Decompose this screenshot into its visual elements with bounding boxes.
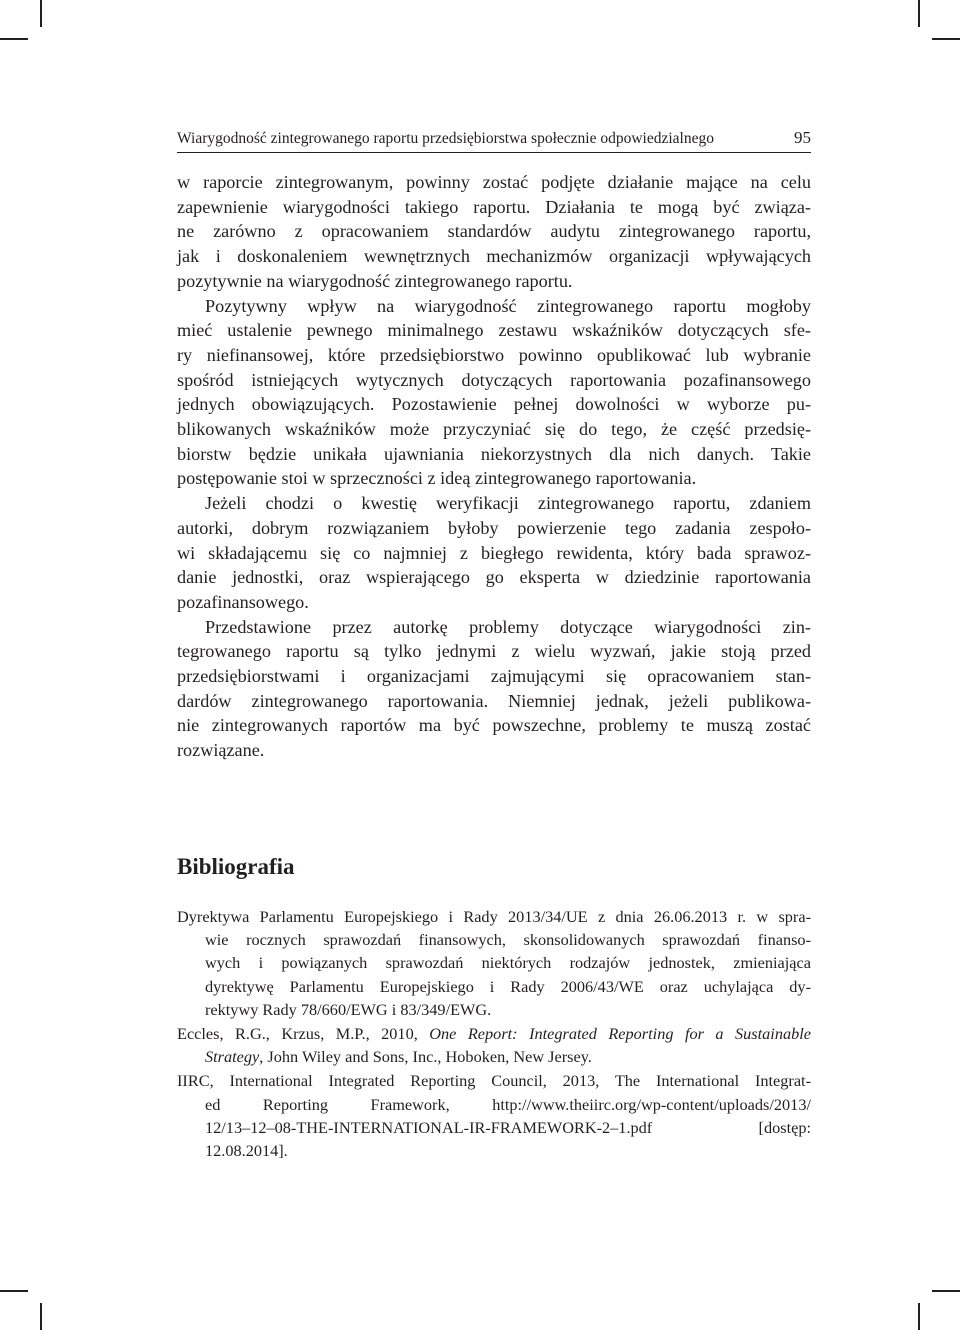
- text-line: Przedstawione przez autorkę problemy dotyczące wiarygodności zin-: [205, 616, 811, 637]
- paragraph: [177, 491, 811, 615]
- text-line: [177, 1022, 811, 1045]
- text-line: zapewnienie wiarygodności takiego raportu. Działania te mogą być związa-: [177, 196, 811, 217]
- crop-mark: [918, 0, 920, 27]
- text-line: wi składającemu się co najmniej z biegłego rewidenta, który bada sprawoz-: [177, 542, 811, 563]
- text-line: danie jednostki, oraz wspierającego go eksperta w dziedzinie raportowania: [177, 567, 811, 588]
- text-line: blikowanych wskaźników może przyczyniać się do tego, że część przedsię-: [177, 419, 811, 440]
- crop-mark: [932, 1290, 960, 1292]
- text-line: mieć ustalenie pewnego minimalnego zestawu wskaźników dotyczących sfe-: [177, 320, 811, 341]
- text-line: pozytywnie na wiarygodność zintegrowanego raportu.: [177, 270, 573, 291]
- reference-authors: Eccles, R.G., Krzus, M.P., 2010,: [177, 1024, 430, 1044]
- paragraph: [177, 294, 811, 492]
- text-line: Dyrektywa Parlamentu Europejskiego i Rady 2013/34/UE z dnia 26.06.2013 r. w spra-: [177, 907, 811, 926]
- text-line: w raporcie zintegrowanym, powinny zostać podjęte działanie mające na celu: [177, 172, 811, 192]
- text-line: 12.08.2014].: [205, 1141, 288, 1161]
- bibliography-entry: [177, 905, 811, 1021]
- crop-mark: [0, 1290, 28, 1292]
- text-line: rektywy Rady 78/660/EWG i 83/349/EWG.: [205, 999, 492, 1019]
- text-line: IIRC, International Integrated Reporting Council, 2013, The International Integrat-: [177, 1071, 811, 1091]
- text-line: autorki, dobrym rozwiązaniem byłoby powierzenie tego zadania zespoło-: [177, 517, 811, 538]
- text-line: nie zintegrowanych raportów ma być powszechne, problemy te muszą zostać: [177, 715, 811, 736]
- text-line: przedsiębiorstwami i organizacjami zajmującymi się opracowaniem stan-: [177, 666, 811, 687]
- reference-title: Strategy: [205, 1047, 260, 1067]
- reference-publisher: , John Wiley and Sons, Inc., Hoboken, New Jersey.: [259, 1047, 592, 1067]
- bibliography-entry: [177, 1022, 811, 1068]
- text-line: 12/13–12–08-THE-INTERNATIONAL-IR-FRAMEWORK-2–1.pdf [dostęp:: [205, 1117, 811, 1137]
- paragraph: [177, 615, 811, 763]
- running-header-title: Wiarygodność zintegrowanego raportu przedsiębiorstwa społecznie odpowiedzialnego: [177, 130, 714, 147]
- page-number: 95: [794, 128, 811, 147]
- text-line: biorstw będzie unikała ujawniania niekorzystnych dla nich danych. Takie: [177, 443, 811, 464]
- text-line: Pozytywny wpływ na wiarygodność zintegrowanego raportu mogłoby: [205, 295, 811, 316]
- text-line: rozwiązane.: [177, 740, 265, 761]
- text-line: tegrowanego raportu są tylko jednymi z wielu wyzwań, jakie stoją przed: [177, 641, 811, 662]
- text-line: postępowanie stoi w sprzeczności z ideą zintegrowanego raportowania.: [177, 468, 697, 489]
- text-line: wych i powiązanych sprawozdań niektórych rodzajów jednostek, zmieniająca: [205, 953, 811, 973]
- text-line: ne zarówno z opracowaniem standardów audytu zintegrowanego raportu,: [177, 221, 811, 242]
- text-line: jednych obowiązujących. Pozostawienie pełnej dowolności w wyborze pu-: [177, 394, 811, 415]
- reference-title: One Report: Integrated Reporting for a Sustainable: [429, 1024, 811, 1044]
- text-line: ed Reporting Framework, http://www.theiirc.org/wp-content/uploads/2013/: [205, 1094, 811, 1114]
- crop-mark: [932, 38, 960, 40]
- bibliography-heading: Bibliografia: [177, 854, 295, 879]
- text-line: dyrektywę Parlamentu Europejskiego i Rady 2006/43/WE oraz uchylająca dy-: [205, 976, 811, 996]
- text-line: Jeżeli chodzi o kwestię weryfikacji zintegrowanego raportu, zdaniem: [205, 493, 811, 514]
- body-text: [177, 170, 811, 763]
- bibliography-list: [177, 905, 811, 1163]
- text-line: dardów zintegrowanego raportowania. Niemniej jednak, jeżeli publikowa-: [177, 690, 811, 711]
- running-header: [177, 128, 811, 153]
- crop-mark: [40, 1303, 42, 1330]
- bibliography-entry: [177, 1069, 811, 1162]
- text-line: jak i doskonaleniem wewnętrznych mechanizmów organizacji wpływających: [177, 246, 811, 267]
- crop-mark: [918, 1303, 920, 1330]
- text-line: ry niefinansowej, które przedsiębiorstwo powinno opublikować lub wybranie: [177, 344, 811, 365]
- text-line: [177, 1045, 811, 1068]
- text-line: pozafinansowego.: [177, 591, 309, 612]
- text-line: wie rocznych sprawozdań finansowych, skonsolidowanych sprawozdań finanso-: [205, 930, 811, 950]
- text-line: spośród istniejących wytycznych dotyczących raportowania pozafinansowego: [177, 369, 811, 390]
- crop-mark: [40, 0, 42, 27]
- crop-mark: [0, 38, 28, 40]
- paragraph: [177, 170, 811, 294]
